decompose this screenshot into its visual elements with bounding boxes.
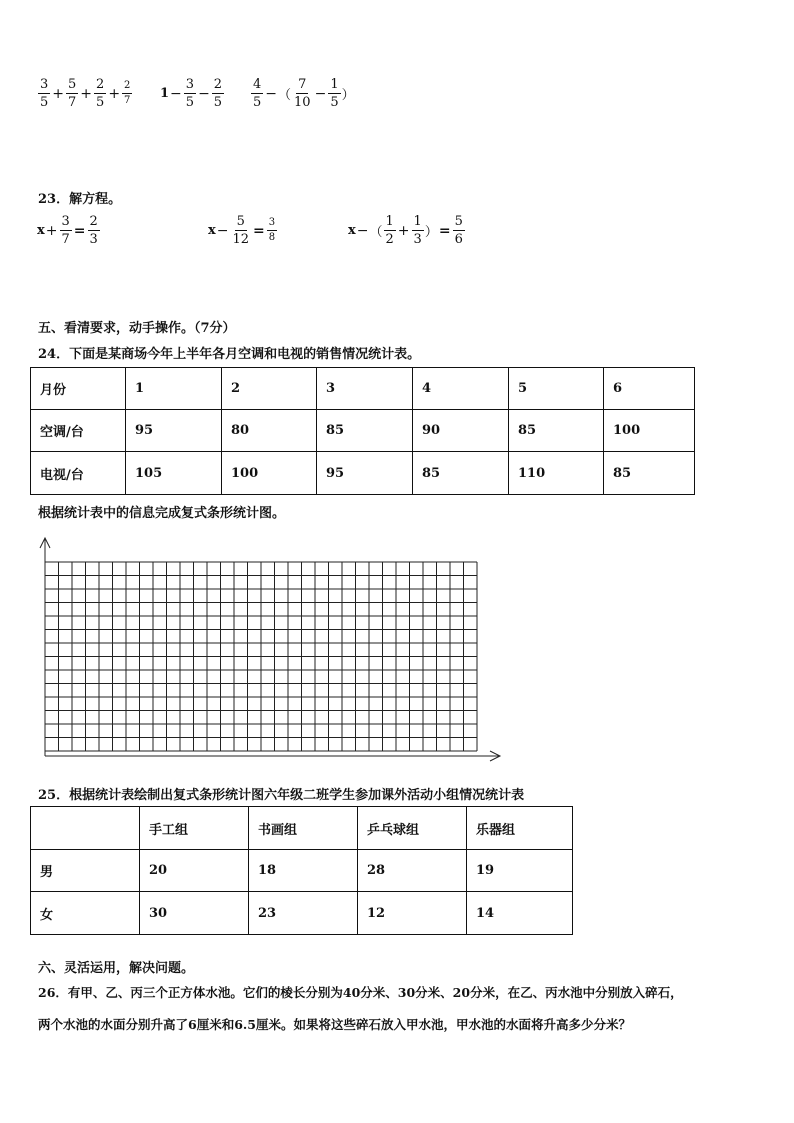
activity-table bbox=[30, 806, 573, 935]
section-6-heading: 六、灵活运用，解决问题。 bbox=[38, 961, 195, 976]
table-cell: 95 bbox=[317, 452, 413, 495]
table-cell: 19 bbox=[467, 850, 573, 892]
table-cell: 30 bbox=[140, 892, 249, 935]
grid-lines bbox=[45, 562, 477, 751]
table-cell: 手工组 bbox=[140, 807, 249, 850]
q26-line-2: 两个水池的水面分别升高了6厘米和6.5厘米。如果将这些碎石放入甲水池，甲水池的水面将升高多少分米？ bbox=[38, 1017, 631, 1032]
equation-1: x + $\frac{3}{7}$ = $\frac{2}{3}$ bbox=[37, 214, 98, 247]
table-cell: 书画组 bbox=[249, 807, 358, 850]
table-cell: 18 bbox=[249, 850, 358, 892]
table-cell: 85 bbox=[509, 410, 604, 452]
table-cell: 95 bbox=[126, 410, 222, 452]
table-cell: 28 bbox=[358, 850, 467, 892]
table-cell: 3 bbox=[317, 368, 413, 410]
table-cell: 20 bbox=[140, 850, 249, 892]
blank-chart-grid bbox=[30, 532, 510, 767]
table-cell: 12 bbox=[358, 892, 467, 935]
table-cell: 月份 bbox=[31, 368, 126, 410]
table-cell: 1 bbox=[126, 368, 222, 410]
table-cell: 14 bbox=[467, 892, 573, 935]
equation-2: x − $\frac{5}{12}$ = $\frac{3}{8}$ bbox=[208, 214, 276, 247]
q24-title: 24．下面是某商场今年上半年各月空调和电视的销售情况统计表。 bbox=[38, 347, 421, 362]
sales-table bbox=[30, 367, 695, 495]
table-cell: 100 bbox=[222, 452, 317, 495]
table-cell: 男 bbox=[31, 850, 140, 892]
q24-instruction: 根据统计表中的信息完成复式条形统计图。 bbox=[38, 506, 286, 521]
calc-expression-2: 1 − $\frac{3}{5}$ − $\frac{2}{5}$ bbox=[160, 77, 223, 110]
q25-title: 25．根据统计表绘制出复式条形统计图六年级二班学生参加课外活动小组情况统计表 bbox=[38, 788, 525, 803]
table-row bbox=[31, 850, 573, 892]
q26-line-1: 26．有甲、乙、丙三个正方体水池。它们的棱长分别为40分米、30分米、20分米，在乙、丙水池中分别放入碎石， bbox=[38, 985, 683, 1000]
table-cell: 6 bbox=[604, 368, 695, 410]
table-cell: 80 bbox=[222, 410, 317, 452]
equation-3: x − （ $\frac{1}{2}$ + $\frac{1}{3}$ ） = $\frac{5}{6}$ bbox=[348, 214, 463, 247]
table-cell: 乒乓球组 bbox=[358, 807, 467, 850]
table-cell: 电视/台 bbox=[31, 452, 126, 495]
section-5-heading: 五、看清要求，动手操作。（7分） bbox=[38, 321, 236, 336]
table-cell: 85 bbox=[604, 452, 695, 495]
table-cell: 2 bbox=[222, 368, 317, 410]
table-cell: 4 bbox=[413, 368, 509, 410]
table-cell: 5 bbox=[509, 368, 604, 410]
table-cell: 85 bbox=[413, 452, 509, 495]
table-cell: 100 bbox=[604, 410, 695, 452]
table-header-row bbox=[31, 368, 695, 410]
table-cell: 23 bbox=[249, 892, 358, 935]
q23-title: 23．解方程。 bbox=[38, 192, 122, 207]
table-cell: 90 bbox=[413, 410, 509, 452]
table-cell: 乐器组 bbox=[467, 807, 573, 850]
table-row bbox=[31, 892, 573, 935]
calc-expression-1: $\frac{3}{5}$ + $\frac{5}{7}$ + $\frac{2}{5}$ + $\frac{2}{7}$ bbox=[40, 77, 131, 110]
table-row bbox=[31, 410, 695, 452]
table-cell: 女 bbox=[31, 892, 140, 935]
table-cell: 85 bbox=[317, 410, 413, 452]
table-row bbox=[31, 452, 695, 495]
calc-expression-3: $\frac{4}{5}$ − （ $\frac{7}{10}$ − $\frac{1}{5}$ ） bbox=[253, 77, 355, 110]
table-cell: 空调/台 bbox=[31, 410, 126, 452]
table-cell bbox=[31, 807, 140, 850]
table-cell: 110 bbox=[509, 452, 604, 495]
table-cell: 105 bbox=[126, 452, 222, 495]
table-header-row bbox=[31, 807, 573, 850]
